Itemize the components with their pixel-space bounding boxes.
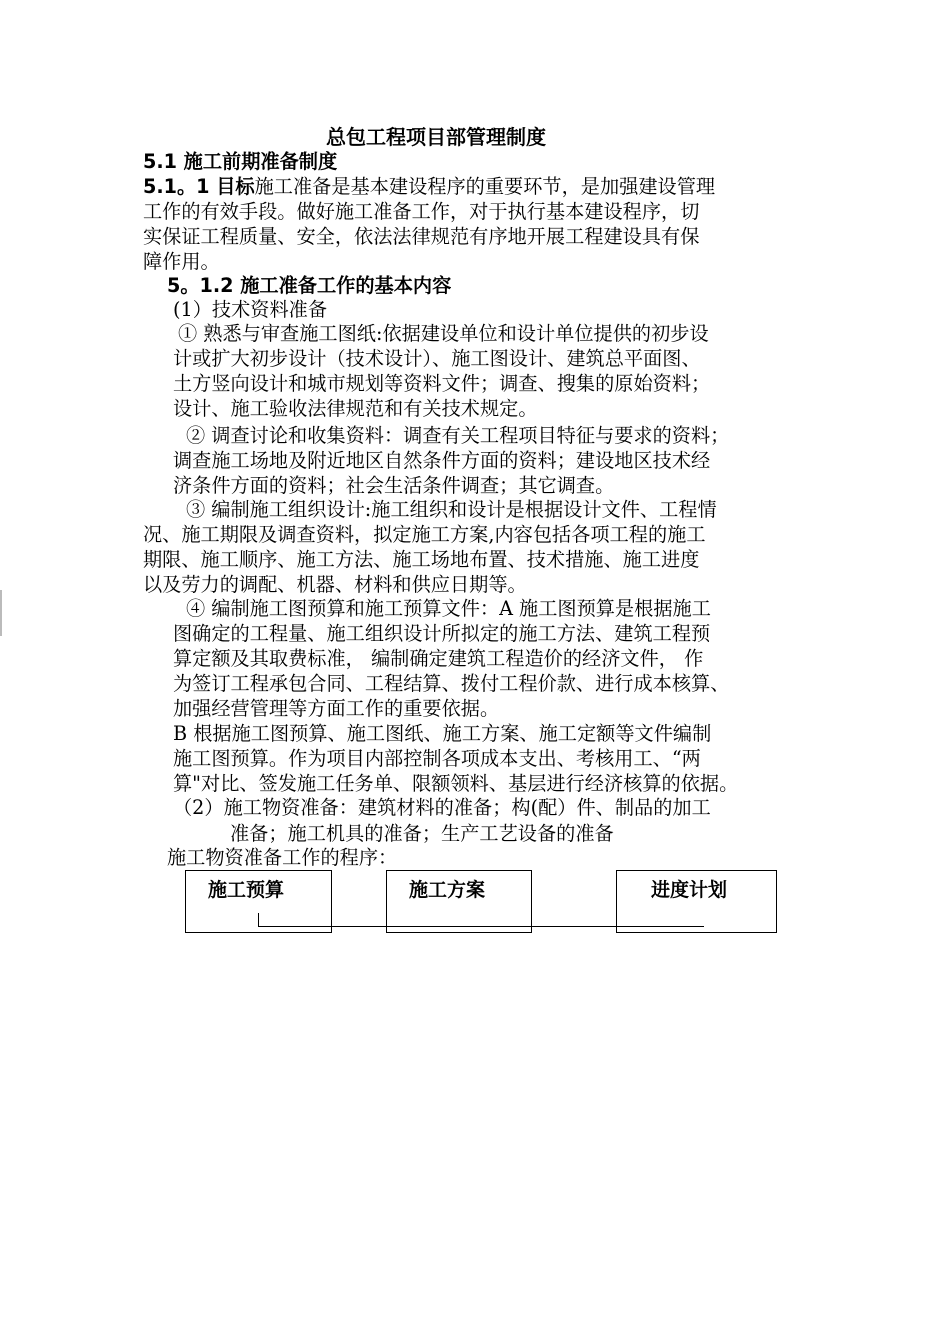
item-1-3-line-4: 以及劳力的调配、机器、材料和供应日期等。 — [143, 573, 527, 596]
item-1-2-line-1: ② 调查讨论和收集资料：调查有关工程项目特征与要求的资料； — [186, 424, 730, 447]
item-1-1-line-1: ① 熟悉与审查施工图纸:依据建设单位和设计单位提供的初步设 — [178, 322, 709, 345]
paragraph-text: 施工准备是基本建设程序的重要环节，是加强建设管理 — [254, 175, 716, 198]
paragraph-5-1-1-line-3: 实保证工程质量、安全，依法法律规范有序地开展工程建设具有保 — [143, 225, 700, 248]
item-1-4-line-1: ④ 编制施工图预算和施工预算文件：A 施工图预算是根据施工 — [186, 597, 711, 620]
item-1-3-line-2: 况、施工期限及调查资料，拟定施工方案,内容包括各项工程的施工 — [143, 523, 706, 546]
item-2-line-1: （2）施工物资准备：建筑材料的准备；构(配）件、制品的加工 — [173, 796, 711, 819]
item-technical-materials: (1）技术资料准备 — [173, 298, 328, 321]
item-1-1-line-3: 土方竖向设计和城市规划等资料文件；调查、搜集的原始资料； — [173, 372, 711, 395]
item-1-4-b-line-1: B 根据施工图预算、施工图纸、施工方案、施工定额等文件编制 — [173, 722, 712, 745]
section-heading-5-1: 5.1 施工前期准备制度 — [143, 150, 338, 173]
item-1-1-line-4: 设计、施工验收法律规范和有关技术规定。 — [173, 397, 538, 420]
flow-box-schedule — [616, 870, 777, 933]
item-1-2-line-2: 调查施工场地及附近地区自然条件方面的资料；建设地区技术经 — [173, 449, 711, 472]
page-edge-mark — [0, 590, 2, 636]
flow-connector-vertical — [258, 913, 259, 926]
item-1-4-line-5: 加强经营管理等方面工作的重要依据。 — [173, 697, 500, 720]
item-1-3-line-1: ③ 编制施工组织设计:施工组织和设计是根据设计文件、工程情 — [186, 498, 717, 521]
item-2-line-2: 准备；施工机具的准备；生产工艺设备的准备 — [230, 822, 614, 845]
flow-intro: 施工物资准备工作的程序： — [167, 846, 398, 869]
flow-box-label: 进度计划 — [651, 879, 728, 901]
item-1-4-line-3: 算定额及其取费标准， 编制确定建筑工程造价的经济文件， 作 — [173, 647, 704, 670]
item-1-1-line-2: 计或扩大初步设计（技术设计）、施工图设计、建筑总平面图、 — [173, 347, 701, 370]
paragraph-5-1-1-line-4: 障作用。 — [143, 250, 220, 273]
section-heading-5-1-2: 5。1.2 施工准备工作的基本内容 — [167, 274, 452, 297]
flow-connector-horizontal — [258, 926, 704, 927]
paragraph-label: 5.1。1 目标 — [143, 175, 255, 198]
item-1-2-line-3: 济条件方面的资料；社会生活条件调查；其它调查。 — [173, 474, 615, 497]
item-1-4-b-line-2: 施工图预算。作为项目内部控制各项成本支出、考核用工、“两 — [173, 747, 701, 770]
paragraph-5-1-1-line-1 — [143, 175, 715, 199]
flow-box-label: 施工预算 — [208, 879, 285, 901]
flow-box-construction-plan — [386, 870, 532, 933]
item-1-4-line-2: 图确定的工程量、施工组织设计所拟定的施工方法、建筑工程预 — [173, 622, 711, 645]
item-1-3-line-3: 期限、施工顺序、施工方法、施工场地布置、技术措施、施工进度 — [143, 548, 700, 571]
flow-box-label: 施工方案 — [409, 879, 486, 901]
document-title: 总包工程项目部管理制度 — [326, 125, 546, 149]
item-1-4-b-line-3: 算"对比、签发施工任务单、限额领料、基层进行经济核算的依据。 — [173, 772, 739, 795]
paragraph-5-1-1-line-2: 工作的有效手段。做好施工准备工作，对于执行基本建设程序，切 — [143, 200, 700, 223]
item-1-4-line-4: 为签订工程承包合同、工程结算、拨付工程价款、进行成本核算、 — [173, 672, 730, 695]
